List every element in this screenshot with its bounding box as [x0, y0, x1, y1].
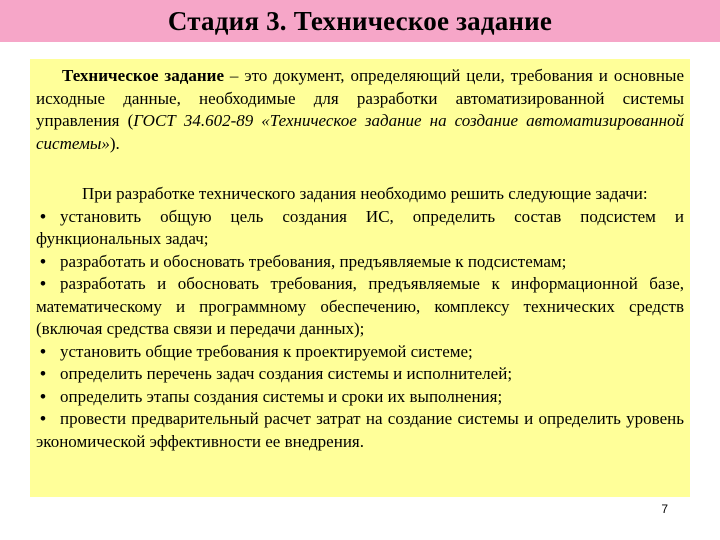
task-text: определить перечень задач создания системы и исполнителей;: [60, 364, 513, 383]
list-item: [36, 363, 684, 386]
task-text: разработать и обосновать требования, предъявляемые к подсистемам;: [60, 251, 567, 271]
title-bar: [0, 0, 720, 42]
list-item: [36, 408, 684, 453]
list-item: [36, 341, 684, 364]
definition-term: Техническое задание: [62, 66, 224, 85]
list-item: [36, 206, 684, 251]
bullet-icon: •: [40, 206, 46, 226]
bullet-icon: •: [40, 341, 46, 361]
list-item: [36, 251, 684, 274]
definition-reference: ГОСТ 34.602-89 «Техническое задание на создание автоматизированной системы»: [36, 111, 684, 153]
task-text: провести предварительный расчет затрат на создание системы и определить уровень экономической эффективности ее внедрения.: [36, 409, 684, 451]
definition-end: ).: [109, 133, 120, 153]
bullet-icon: •: [40, 251, 46, 271]
bullet-icon: •: [40, 274, 46, 293]
tasks-box: [30, 177, 690, 497]
definition-text: – это документ, определяющий цели, требования и основные исходные данные, необходимые для разработки автоматизированной системы управления (: [36, 66, 684, 130]
list-item: [36, 273, 684, 341]
definition-paragraph: [36, 65, 684, 155]
tasks-intro: При разработке технического задания необходимо решить следующие задачи:: [82, 184, 648, 203]
page-number: 7: [661, 502, 668, 516]
bullet-icon: •: [40, 364, 46, 383]
list-item: [36, 386, 684, 409]
definition-box: [30, 59, 690, 189]
bullet-icon: •: [40, 409, 46, 428]
task-text: установить общие требования к проектируемой системе;: [60, 341, 473, 361]
tasks-list: [36, 206, 684, 454]
bullet-icon: •: [40, 386, 46, 406]
slide-title: Стадия 3. Техническое задание: [167, 5, 553, 36]
task-text: установить общую цель создания ИС, определить состав подсистем и функциональных задач;: [36, 206, 684, 248]
task-text: определить этапы создания системы и сроки их выполнения;: [60, 386, 503, 406]
task-text: разработать и обосновать требования, предъявляемые к информационной базе, математическому и программному обеспечению, комплексу технических средств (включая средства связи и передачи данных);: [36, 274, 684, 338]
